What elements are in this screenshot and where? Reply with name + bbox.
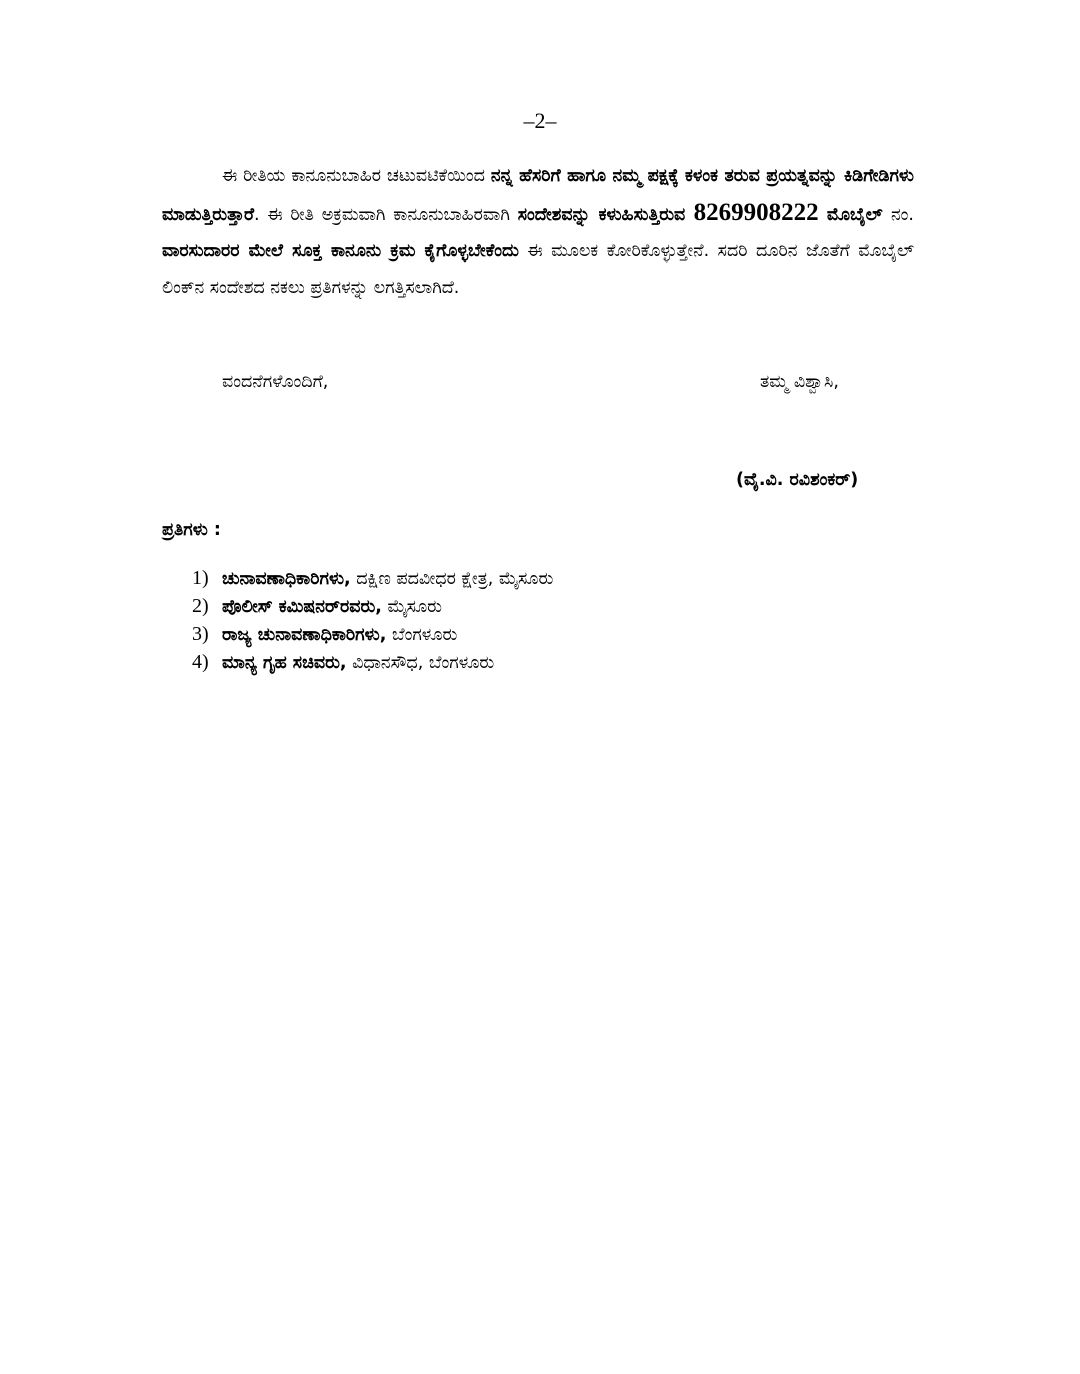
- closing-yours: ತಮ್ಮ ವಿಶ್ವಾಸಿ,: [760, 372, 839, 392]
- paragraph-bold-text: ವಾರಸುದಾರರ ಮೇಲೆ ಸೂಕ್ತ ಕಾನೂನು ಕ್ರಮ ಕೈಗೊಳ್ಳಬೇಕೆಂದು: [162, 241, 519, 261]
- paragraph-bold-text: ಮೊಬೈಲ್: [818, 204, 891, 225]
- list-item-number: 3): [192, 623, 209, 645]
- copies-list: [192, 564, 553, 676]
- list-item-text: ಬೆಂಗಳೂರು: [386, 625, 458, 645]
- list-item-text: ದಕ್ಷಿಣ ಪದವೀಧರ ಕ್ಷೇತ್ರ, ಮೈಸೂರು: [350, 569, 554, 589]
- list-item-title: ಪೊಲೀಸ್ ಕಮಿಷನರ್‌ರವರು,: [222, 597, 382, 617]
- list-item-number: 2): [192, 595, 209, 617]
- signature-name: (ವೈ.ವಿ. ರವಿಶಂಕರ್): [736, 470, 859, 490]
- closing-greeting: ವಂದನೆಗಳೊಂದಿಗೆ,: [222, 372, 329, 392]
- list-item-title: ಚುನಾವಣಾಧಿಕಾರಿಗಳು,: [222, 569, 351, 589]
- list-item: [192, 592, 553, 620]
- body-paragraph: [162, 158, 914, 306]
- paragraph-text: ನಂ.: [890, 204, 914, 225]
- list-item-number: 1): [192, 567, 209, 589]
- list-item: [192, 648, 553, 676]
- list-item: [192, 620, 553, 648]
- paragraph-bold-text: ಸಂದೇಶವನ್ನು ಕಳುಹಿಸುತ್ತಿರುವ: [517, 204, 694, 225]
- paragraph-text: ಈ ರೀತಿಯ ಕಾನೂನುಬಾಹಿರ ಚಟುವಟಿಕೆಯಿಂದ: [222, 166, 491, 186]
- copies-heading: ಪ್ರತಿಗಳು :: [162, 520, 221, 540]
- list-item-title: ಮಾನ್ಯ ಗೃಹ ಸಚಿವರು,: [222, 653, 347, 673]
- list-item-text: ವಿಧಾನಸೌಧ, ಬೆಂಗಳೂರು: [346, 653, 495, 673]
- paragraph-text: ಈ ಮೂಲಕ ಕೋರಿಕೊಳ್ಳುತ್ತೇನೆ. ಸದರಿ ದೂರಿನ ಜೊತೆಗೆ ಮೊಬೈಲ್ ಲಿಂಕ್‌ನ ಸಂದೇಶದ ನಕಲು ಪ್ರತಿಗಳನ್ನು ಲಗತ್ತಿಸಲಾಗಿದೆ.: [162, 241, 914, 298]
- list-item-title: ರಾಜ್ಯ ಚುನಾವಣಾಧಿಕಾರಿಗಳು,: [222, 625, 387, 645]
- page-number: –2–: [523, 108, 557, 133]
- list-item: [192, 564, 553, 592]
- list-item-number: 4): [192, 651, 209, 673]
- paragraph-text: . ಈ ರೀತಿ ಅಕ್ರಮವಾಗಿ ಕಾನೂನುಬಾಹಿರವಾಗಿ: [254, 204, 518, 225]
- paragraph-bold-text: ನನ್ನ ಹೆಸರಿಗೆ ಹಾಗೂ ನಮ್ಮ ಪಕ್ಷಕ್ಕೆ ಕಳಂಕ ತರುವ ಪ್ರಯತ್ನವನ್ನು ಕಿಡಿಗೇಡಿಗಳು ಮಾಡುತ್ತಿರುತ್ತಾರೆ: [162, 166, 914, 225]
- mobile-number: 8269908222: [693, 198, 819, 226]
- list-item-text: ಮೈಸೂರು: [381, 597, 442, 617]
